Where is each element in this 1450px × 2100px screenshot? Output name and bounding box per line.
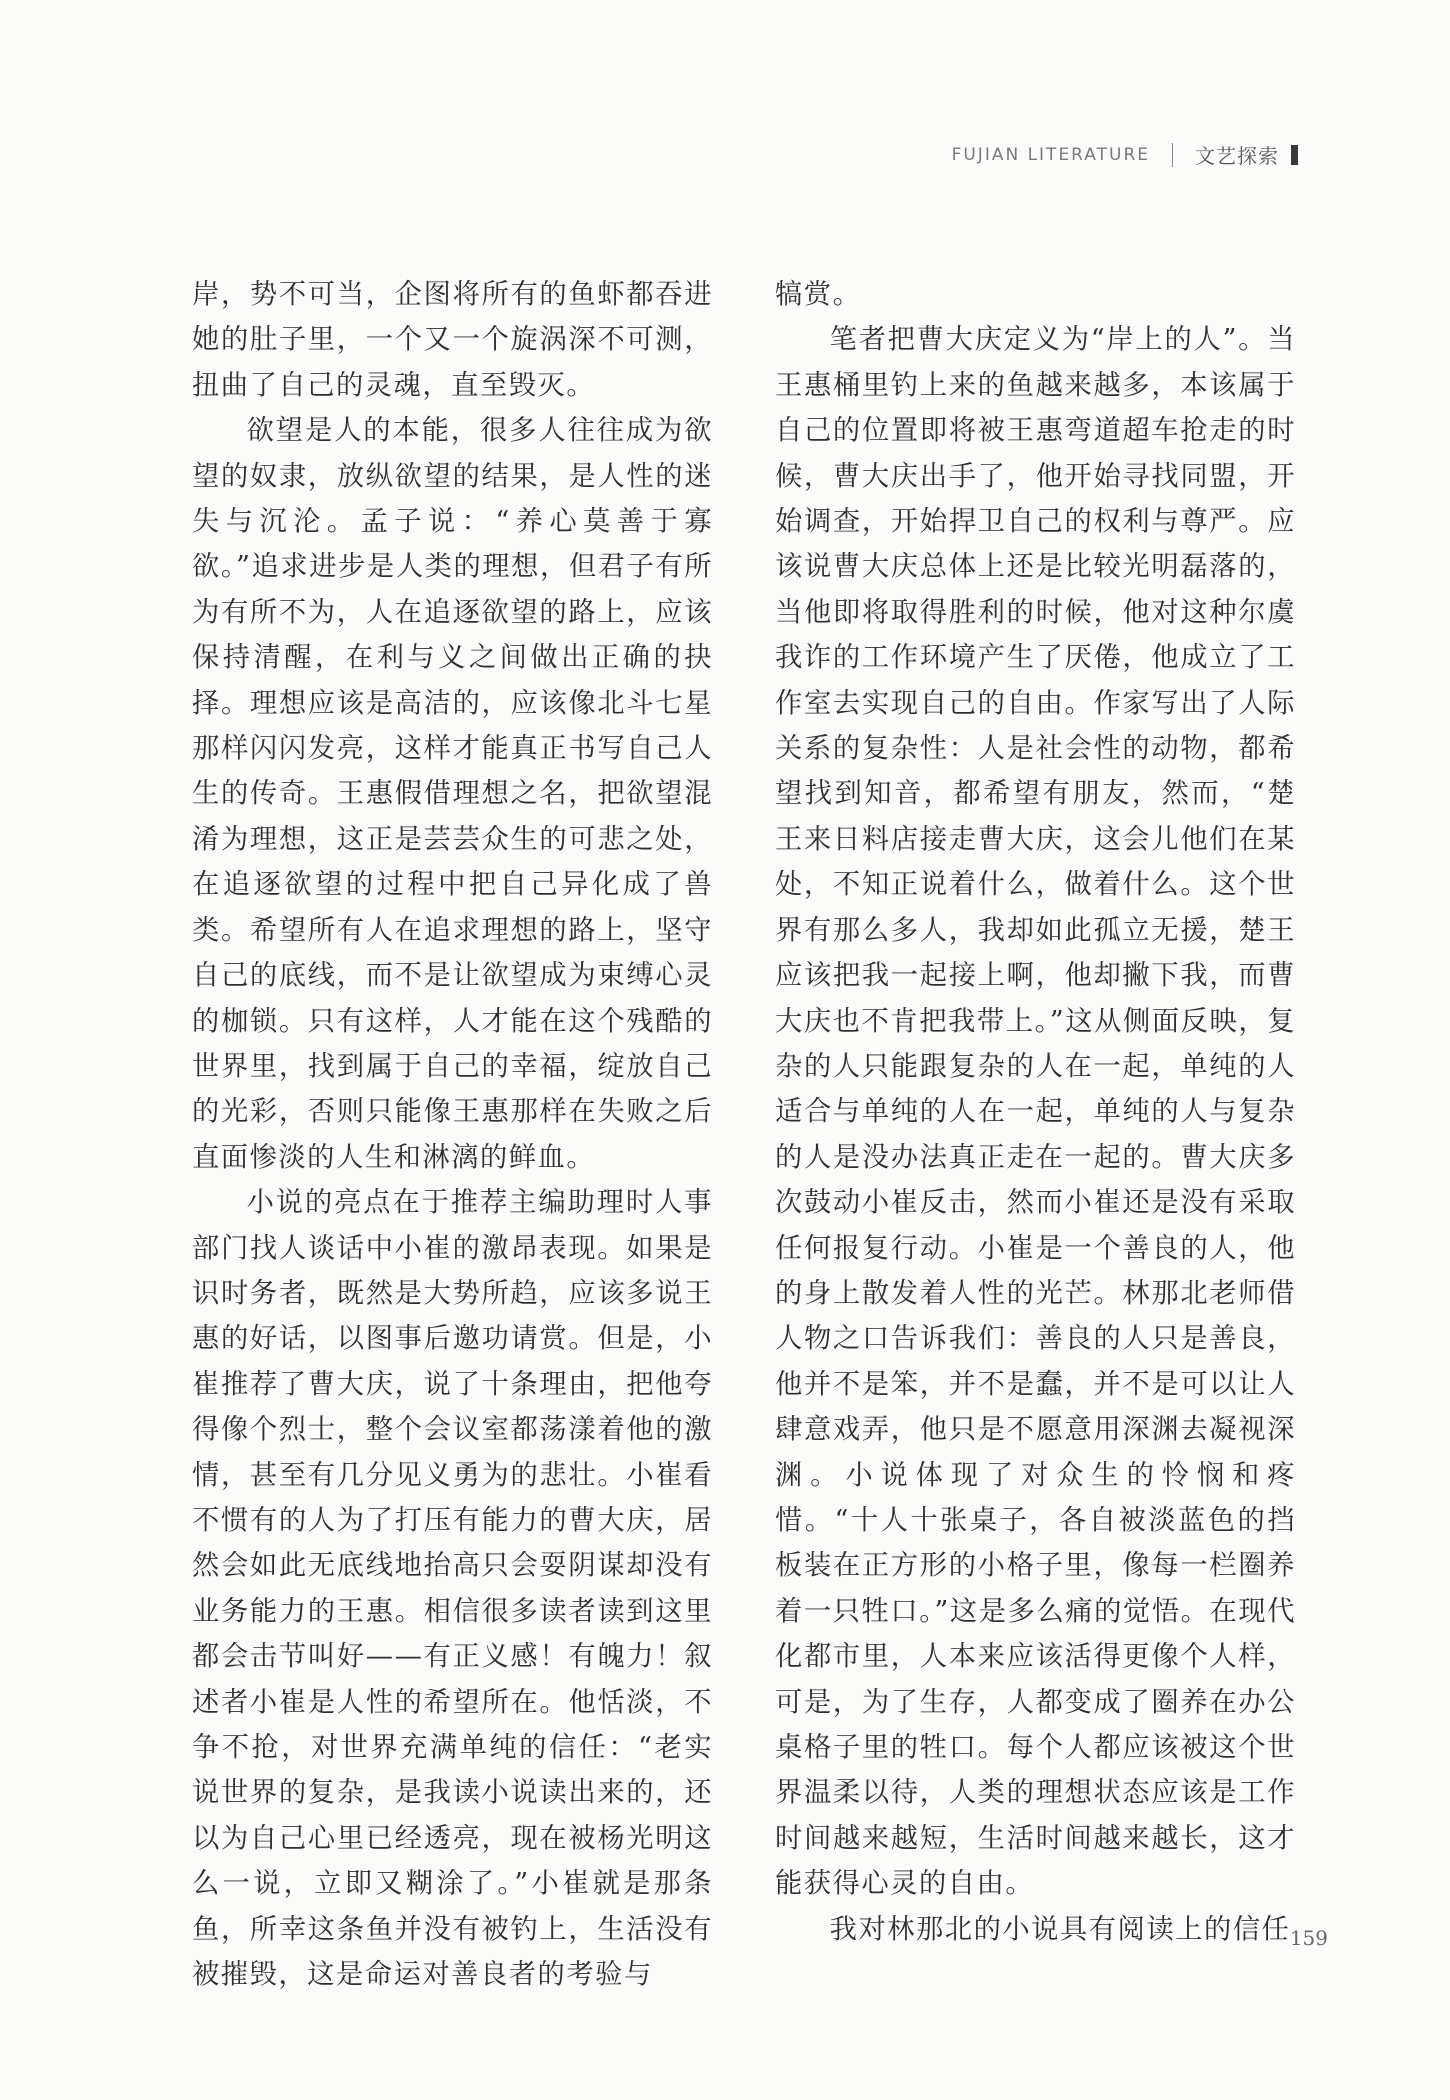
paragraph: 笔者把曹大庆定义为“岸上的人”。当王惠桶里钓上来的鱼越来越多，本该属于自己的位置即将被王惠弯道超车抢走的时候，曹大庆出手了，他开始寻找同盟，开始调查，开始捍卫自己的权利与尊严。应该说曹大庆总体上还是比较光明磊落的，当他即将取得胜利的时候，他对这种尔虞我诈的工作环境产生了厌倦，他成立了工作室去实现自己的自由。作家写出了人际关系的复杂性：人是社会性的动物，都希望找到知音，都希望有朋友，然而，“楚王来日料店接走曹大庆，这会儿他们在某处，不知正说着什么，做着什么。这个世界有那么多人，我却如此孤立无援，楚王应该把我一起接上啊，他却撇下我，而曹大庆也不肯把我带上。”这从侧面反映，复杂的人只能跟复杂的人在一起，单纯的人适合与单纯的人在一起，单纯的人与复杂的人是没办法真正走在一起的。曹大庆多次鼓动小崔反击，然而小崔还是没有采取任何报复行动。小崔是一个善良的人，他的身上散发着人性的光芒。林那北老师借人物之口告诉我们：善良的人只是善良，他并不是笨，并不是蠢，并不是可以让人肆意戏弄，他只是不愿意用深渊去凝视深渊。小说体现了对众生的怜悯和疼惜。“十人十张桌子，各自被淡蓝色的挡板装在正方形的小格子里，像每一栏圈养着一只牲口。”这是多么痛的觉悟。在现代化都市里，人本来应该活得更像个人样，可是，为了生存，人都变成了圈养在办公桌格子里的牲口。每个人都应该被这个世界温柔以待，人类的理想状态应该是工作时间越来越短，生活时间越来越长，这才能获得心灵的自由。 [775, 324, 1296, 1900]
section-marker-icon [1291, 145, 1298, 165]
header-divider [1172, 143, 1173, 167]
page-number: 159 [1289, 1926, 1328, 1950]
left-column [192, 272, 713, 1997]
journal-name-en: FUJIAN LITERATURE [951, 144, 1150, 165]
right-column [775, 272, 1296, 1952]
running-header [952, 140, 1298, 169]
paragraph: 我对林那北的小说具有阅读上的信任 [829, 1913, 1291, 1945]
paragraph: 岸，势不可当，企图将所有的鱼虾都吞进她的肚子里，一个又一个旋涡深不可测，扭曲了自己的灵魂，直至毁灭。 [192, 279, 713, 401]
section-title: 文艺探索 [1195, 144, 1279, 168]
paragraph: 小说的亮点在于推荐主编助理时人事部门找人谈话中小崔的激昂表现。如果是识时务者，既然是大势所趋，应该多说王惠的好话，以图事后邀功请赏。但是，小崔推荐了曹大庆，说了十条理由，把他夸得像个烈士，整个会议室都荡漾着他的激情，甚至有几分见义勇为的悲壮。小崔看不惯有的人为了打压有能力的曹大庆，居然会如此无底线地抬高只会耍阴谋却没有业务能力的王惠。相信很多读者读到这里都会击节叫好——有正义感！有魄力！叙述者小崔是人性的希望所在。他恬淡，不争不抢，对世界充满单纯的信任：“老实说世界的复杂，是我读小说读出来的，还以为自己心里已经透亮，现在被杨光明这么一说，立即又糊涂了。”小崔就是那条鱼，所幸这条鱼并没有被钓上，生活没有被摧毁，这是命运对善良者的考验与 [192, 1187, 713, 1991]
paragraph: 欲望是人的本能，很多人往往成为欲望的奴隶，放纵欲望的结果，是人性的迷失与沉沦。孟子说：“养心莫善于寡欲。”追求进步是人类的理想，但君子有所为有所不为，人在追逐欲望的路上，应该保持清醒，在利与义之间做出正确的抉择。理想应该是高洁的，应该像北斗七星那样闪闪发亮，这样才能真正书写自己人生的传奇。王惠假借理想之名，把欲望混淆为理想，这正是芸芸众生的可悲之处，在追逐欲望的过程中把自己异化成了兽类。希望所有人在追求理想的路上，坚守自己的底线，而不是让欲望成为束缚心灵的枷锁。只有这样，人才能在这个残酷的世界里，找到属于自己的幸福，绽放自己的光彩，否则只能像王惠那样在失败之后直面惨淡的人生和淋漓的鲜血。 [192, 415, 713, 1173]
paragraph: 犒赏。 [775, 279, 862, 310]
